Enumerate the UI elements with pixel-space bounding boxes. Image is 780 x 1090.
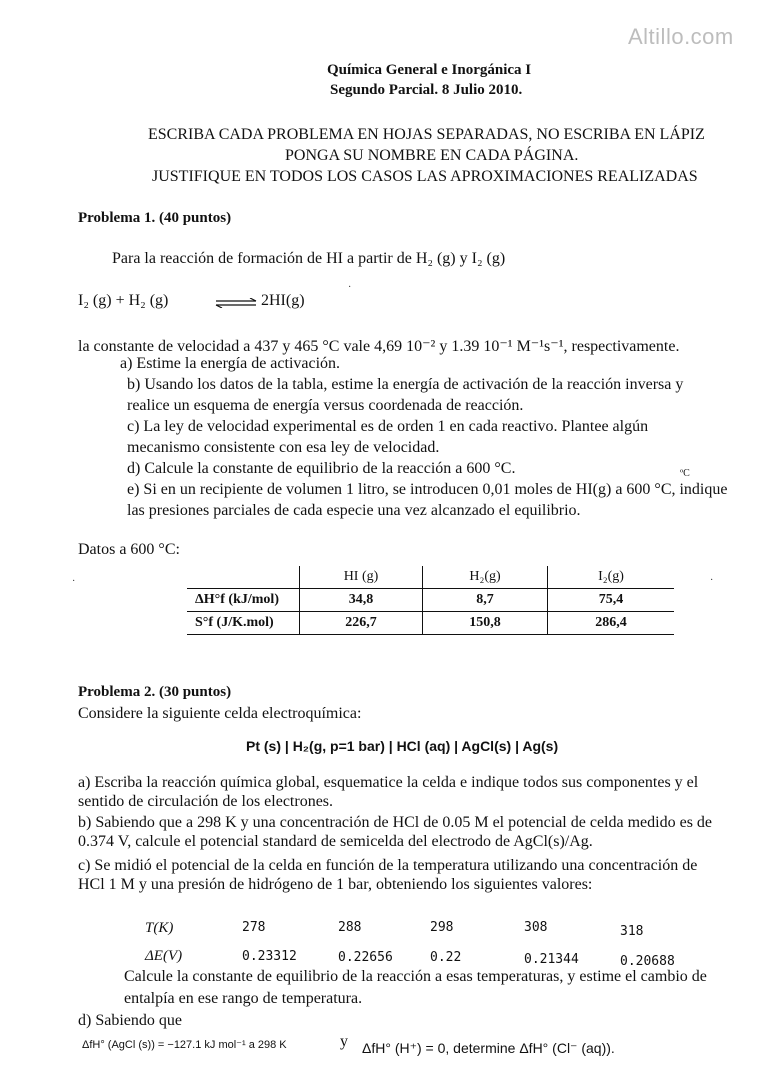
table-header-cell: H₂(g)	[423, 566, 548, 589]
problem1-item: d) Calcule la constante de equilibrio de la reacción a 600 °C.	[127, 460, 516, 477]
row-label: S°f (J/K.mol)	[187, 612, 300, 635]
equilibrium-arrow-icon	[214, 298, 258, 308]
row-label: ΔH°f (kJ/mol)	[187, 589, 300, 612]
problem2-c-after: Calcule la constante de equilibrio de la reacción a esas temperaturas, y estime el cambio de	[124, 968, 707, 985]
potential-value: 0.21344	[524, 952, 579, 967]
table-header-row	[187, 566, 674, 589]
formula-agcl: ΔfH° (AgCl (s)) = −127.1 kJ mol⁻¹ a 298 K	[82, 1039, 287, 1051]
problem1-intro: Para la reacción de formación de HI a partir de H₂ (g) y I₂ (g)	[112, 250, 506, 267]
problem2-intro: Considere la siguiente celda electroquímica:	[78, 705, 362, 722]
problem1-item: a) Estime la energía de activación.	[120, 355, 341, 372]
table-header-cell: HI (g)	[300, 566, 423, 589]
table-cell: 286,4	[548, 612, 675, 635]
course-title: Química General e Inorgánica I	[327, 62, 532, 78]
problem1-item: e) Si en un recipiente de volumen 1 litro, se introducen 0,01 moles de HI(g) a 600 °C, indique	[127, 481, 728, 498]
reaction-products: 2HI(g)	[261, 292, 305, 309]
scan-speck: ·	[710, 575, 714, 586]
scan-speck: ·	[72, 576, 76, 587]
instruction-line: PONGA SU NOMBRE EN CADA PÁGINA.	[285, 147, 579, 164]
problem2-a: a) Escriba la reacción química global, esquematice la celda e indique todos sus componentes y el	[78, 774, 699, 791]
temperature-label: T(K)	[145, 920, 174, 936]
data-title: Datos a 600 °C:	[78, 541, 180, 558]
temperature-value: 288	[338, 920, 362, 935]
problem2-d: d) Sabiendo que	[78, 1012, 182, 1029]
conjunction: y	[340, 1033, 348, 1050]
reaction-reactants: I₂ (g) + H₂ (g)	[78, 292, 169, 309]
problem1-statement: la constante de velocidad a 437 y 465 °C vale 4,69 10⁻² y 1.39 10⁻¹ M⁻¹s⁻¹, respectivamente.	[78, 338, 680, 355]
problem2-b: 0.374 V, calcule el potencial standard de semicelda del electrodo de AgCl(s)/Ag.	[78, 833, 593, 850]
problem1-item: c) La ley de velocidad experimental es de orden 1 en cada reactivo. Plantee algún	[127, 418, 649, 435]
scan-speck: ·	[348, 282, 352, 293]
potential-value: 0.20688	[620, 954, 675, 969]
table-cell: 75,4	[598, 592, 624, 607]
electrochemical-cell: Pt (s) | H₂(g, p=1 bar) | HCl (aq) | AgCl(s) | Ag(s)	[246, 738, 559, 754]
table-cell: 34,8	[300, 589, 423, 612]
instruction-line: ESCRIBA CADA PROBLEMA EN HOJAS SEPARADAS, NO ESCRIBA EN LÁPIZ	[148, 126, 705, 143]
potential-label: ΔE(V)	[145, 948, 183, 964]
problem1-title: Problema 1. (40 puntos)	[78, 210, 232, 226]
handwritten-note: ºC	[680, 468, 690, 479]
problem2-c-after: entalpía en ese rango de temperatura.	[124, 990, 363, 1007]
problem2-c: HCl 1 M y una presión de hidrógeno de 1 bar, obteniendo los siguientes valores:	[78, 876, 593, 893]
problem1-item: b) Usando los datos de la tabla, estime la energía de activación de la reacción inversa y	[127, 376, 684, 393]
table-cell: 150,8	[423, 612, 548, 635]
thermo-data-table	[187, 566, 674, 635]
problem2-b: b) Sabiendo que a 298 K y una concentración de HCl de 0.05 M el potencial de celda medido es de	[78, 814, 713, 831]
problem2-a: sentido de circulación de los electrones.	[78, 793, 334, 810]
potential-value: 0.22	[430, 950, 462, 965]
problem2-title: Problema 2. (30 puntos)	[78, 684, 232, 700]
problem1-item: realice un esquema de energía versus coordenada de reacción.	[127, 397, 524, 414]
temperature-value: 278	[242, 920, 266, 935]
watermark: Altillo.com	[628, 24, 734, 49]
temperature-value: 318	[620, 924, 644, 939]
formula-cl: ΔfH° (H⁺) = 0, determine ΔfH° (Cl⁻ (aq)).	[362, 1040, 615, 1056]
temperature-value: 308	[524, 920, 548, 935]
table-row	[187, 589, 674, 612]
table-header-cell: I₂(g)	[548, 566, 675, 589]
table-cell: 226,7	[300, 612, 423, 635]
problem1-item: las presiones parciales de cada especie una vez alcanzado el equilibrio.	[127, 502, 581, 519]
table-row	[187, 612, 674, 635]
potential-value: 0.22656	[338, 950, 393, 965]
table-cell: 8,7	[423, 589, 548, 612]
exam-title: Segundo Parcial. 8 Julio 2010.	[330, 82, 523, 98]
potential-value: 0.23312	[242, 949, 297, 964]
instruction-line: JUSTIFIQUE EN TODOS LOS CASOS LAS APROXIMACIONES REALIZADAS	[152, 168, 698, 185]
temperature-value: 298	[430, 920, 454, 935]
problem1-item: mecanismo consistente con esa ley de velocidad.	[127, 439, 440, 456]
table-header-cell	[187, 566, 300, 589]
problem2-c: c) Se midió el potencial de la celda en función de la temperatura utilizando una concentración de	[78, 857, 698, 874]
